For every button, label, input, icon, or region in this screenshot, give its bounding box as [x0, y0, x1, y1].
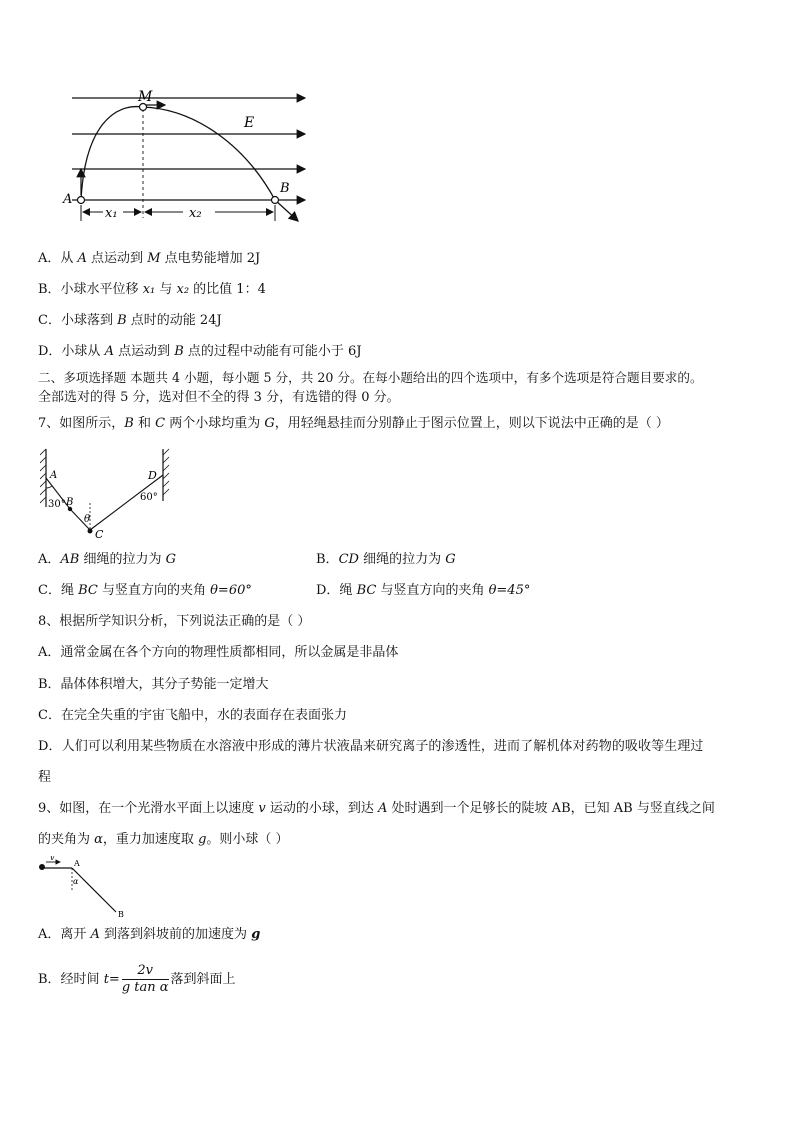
q8-option-a: A．通常金属在各个方向的物理性质都相同，所以金属是非晶体 [38, 645, 399, 660]
point-a [78, 197, 85, 204]
option-text: 点的过程中动能有可能小于 6J [183, 344, 362, 359]
option-text: 细绳的拉力为 [79, 552, 166, 567]
q6-option-b [38, 281, 266, 299]
point-label: A [378, 801, 388, 816]
point-label: B [117, 313, 127, 328]
point-label: A [104, 344, 114, 359]
option-text: 与 [155, 282, 177, 297]
point-label: B [124, 416, 134, 431]
variable: x₁ [142, 282, 156, 297]
option-text: 点运动到 [86, 251, 148, 266]
variable: G [445, 552, 456, 567]
variable: θ=60° [210, 583, 252, 598]
point-label: A [77, 251, 87, 266]
point-label: A [90, 927, 100, 942]
option-text: C．绳 [38, 583, 79, 598]
variable: v [258, 801, 266, 816]
q7-stem [38, 415, 669, 433]
stem-text: ，用轻绳悬挂而分别静止于图示位置上，则以下说法中正确的是（ ） [274, 416, 669, 431]
figure-hanging-balls [40, 445, 175, 540]
option-text: D．小球从 [38, 344, 105, 359]
q6-option-a [38, 250, 260, 268]
variable: α [94, 832, 103, 847]
stem-text: 两个小球均重为 [165, 416, 265, 431]
option-text: 落到斜面上 [170, 972, 236, 987]
stem-text: ，重力加速度取 [102, 832, 199, 847]
q6-option-d [38, 343, 362, 361]
option-text: A．从 [38, 251, 78, 266]
label-theta: θ [84, 514, 91, 525]
q7-option-d [316, 582, 530, 600]
label-alpha: α [73, 877, 79, 886]
label-b: B [66, 497, 74, 508]
variable: G [165, 552, 176, 567]
figure-slope [36, 856, 136, 918]
option-text: C．小球落到 [38, 313, 118, 328]
q9-option-b [38, 963, 236, 999]
q8-option-c: C．在完全失重的宇宙飞船中，水的表面存在表面张力 [38, 708, 347, 723]
section-scoring: 全部选对的得 5 分，选对但不全的得 3 分，有选错的得 0 分。 [38, 390, 400, 405]
option-text: 点运动到 [113, 344, 175, 359]
q8-stem: 8、根据所学知识分析，下列说法正确的是（ ） [38, 614, 311, 629]
label-30: 30° [48, 499, 66, 510]
trajectory-curve [81, 107, 298, 221]
label-v: v [50, 856, 55, 862]
variable: CD [338, 552, 359, 567]
section-heading: 二、多项选择题 本题共 4 小题，每小题 5 分，共 20 分。在每小题给出的四个选项中，有多个选项是符合题目要求的。 [38, 370, 703, 385]
angle-arc [46, 486, 52, 488]
q9-stem-line1 [38, 800, 715, 818]
point-label: M [147, 251, 161, 266]
ball-c [88, 529, 93, 534]
variable: G [264, 416, 275, 431]
variable: g [198, 832, 207, 847]
fraction-numerator: 2v [122, 963, 169, 980]
stem-text: 的夹角为 [38, 832, 95, 847]
q7-option-a [38, 551, 176, 569]
label-c: C [95, 528, 104, 540]
option-text: D．绳 [316, 583, 357, 598]
label-m: M [138, 89, 153, 105]
option-text: 到落到斜坡前的加速度为 [99, 927, 252, 942]
variable: t [103, 972, 109, 987]
q8-option-d-line2: 程 [38, 770, 52, 785]
option-text: 细绳的拉力为 [358, 552, 446, 567]
option-text: B．小球水平位移 [38, 282, 143, 297]
q7-option-b [316, 551, 456, 569]
point-b [272, 197, 279, 204]
option-text: 与竖直方向的夹角 [376, 583, 489, 598]
label-x2: x₂ [189, 206, 202, 221]
option-text: 与竖直方向的夹角 [97, 583, 211, 598]
figure-electric-field-trajectory [55, 85, 315, 230]
variable: AB [60, 552, 80, 567]
stem-text: 处时遇到一个足够长的陡坡 AB，已知 AB 与竖直线之间 [387, 801, 715, 816]
stem-text: 运动的小球，到达 [265, 801, 379, 816]
variable: BC [78, 583, 98, 598]
variable: g [251, 927, 261, 942]
left-wall-hatch [40, 449, 46, 503]
option-text: B．经时间 [38, 972, 104, 987]
label-a: A [74, 859, 80, 868]
label-e: E [244, 115, 255, 131]
slope-line [72, 868, 116, 912]
q8-option-d-line1: D．人们可以利用某些物质在水溶液中形成的薄片状液晶来研究离子的渗透性，进而了解机体对药物的吸收等生理过 [38, 739, 704, 754]
q8-option-b: B．晶体体积增大，其分子势能一定增大 [38, 677, 269, 692]
option-text: B． [316, 552, 339, 567]
q9-stem-line2 [38, 831, 289, 849]
label-a: A [63, 192, 73, 207]
option-text: 的比值 1：4 [189, 282, 266, 297]
equals-sign: = [108, 972, 120, 987]
right-wall-hatch [163, 449, 169, 495]
stem-text: 。则小球（ ） [206, 832, 289, 847]
label-d: D [148, 469, 157, 482]
label-60: 60° [140, 492, 158, 503]
q6-option-c [38, 312, 222, 330]
variable: BC [356, 583, 377, 598]
label-x1: x₁ [105, 206, 118, 221]
q7-option-c [38, 582, 252, 600]
option-text: 点时的动能 24J [126, 313, 222, 328]
fraction-denominator: g tan α [121, 980, 169, 995]
q9-option-a [38, 926, 260, 944]
option-text: A． [38, 552, 61, 567]
variable: θ=45° [488, 583, 531, 598]
ball [39, 864, 45, 870]
label-b: B [118, 910, 124, 918]
fraction [122, 963, 169, 996]
variable: x₂ [176, 282, 190, 297]
option-text: A．离开 [38, 927, 91, 942]
point-label: C [155, 416, 166, 431]
label-b: B [280, 181, 290, 196]
stem-text: 和 [133, 416, 156, 431]
point-label: B [174, 344, 184, 359]
label-a: A [50, 470, 58, 481]
stem-text: 7、如图所示， [38, 416, 125, 431]
stem-text: 9、如图，在一个光滑水平面上以速度 [38, 801, 259, 816]
option-text: 点电势能增加 2J [160, 251, 261, 266]
